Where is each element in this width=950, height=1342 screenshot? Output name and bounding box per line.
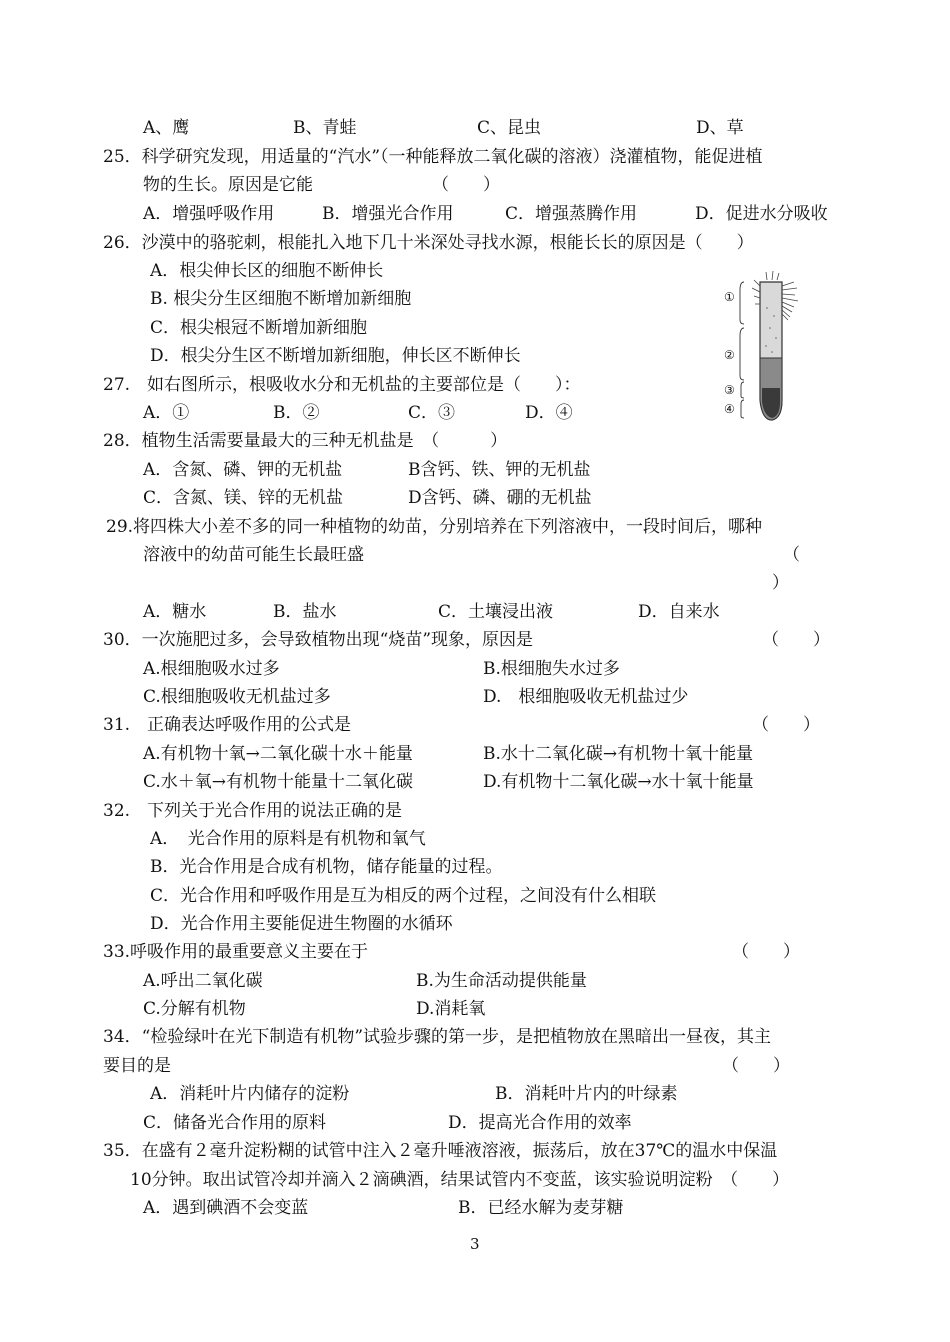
q33-stem: 33.呼吸作用的最重要意义主要在于 xyxy=(103,942,369,962)
q31-option-a: A.有机物十氧→二氧化碳十水＋能量 xyxy=(143,744,413,764)
q25-answer-paren: （ ） xyxy=(432,175,500,195)
figure-marker-2: ② xyxy=(724,348,735,362)
q30-answer-paren: （ ） xyxy=(762,630,830,650)
q34-stem-line2: 要目的是 xyxy=(103,1056,171,1076)
q24-option-b: B、青蛙 xyxy=(293,118,357,138)
root-tip-figure xyxy=(722,268,802,428)
q32-option-d: D．光合作用主要能促进生物圈的水循环 xyxy=(150,914,453,934)
q30-option-b: B.根细胞失水过多 xyxy=(483,659,620,679)
q26-option-d: D．根尖分生区不断增加新细胞，伸长区不断伸长 xyxy=(150,346,521,366)
q29-stem-line1: 29.将四株大小差不多的同一种植物的幼苗，分别培养在下列溶液中，一段时间后，哪种 xyxy=(106,517,763,537)
q25-stem-line2: 物的生长。原因是它能 xyxy=(143,175,313,195)
q33-answer-paren: （ ） xyxy=(732,942,800,962)
q31-answer-paren: （ ） xyxy=(752,715,820,735)
q35-stem-line1: 35．在盛有２毫升淀粉糊的试管中注入２毫升唾液溶液，振荡后，放在37℃的温水中保温 xyxy=(103,1141,778,1161)
q31-stem: 31. 正确表达呼吸作用的公式是 xyxy=(103,715,352,735)
q30-option-c: C.根细胞吸收无机盐过多 xyxy=(143,687,331,707)
q26-stem: 26．沙漠中的骆驼刺，根能扎入地下几十米深处寻找水源，根能长长的原因是（ ） xyxy=(103,233,754,253)
figure-marker-4: ④ xyxy=(724,402,735,416)
q27-option-a: A．① xyxy=(143,403,190,423)
q29-paren-close: ） xyxy=(772,573,789,593)
q32-option-b: B．光合作用是合成有机物，储存能量的过程。 xyxy=(150,857,503,877)
q32-option-c: C．光合作用和呼吸作用是互为相反的两个过程，之间没有什么相联 xyxy=(150,886,657,906)
q35-option-b: B．已经水解为麦芽糖 xyxy=(458,1198,624,1218)
q26-option-c: C．根尖根冠不断增加新细胞 xyxy=(150,318,368,338)
q27-option-b: B．② xyxy=(273,403,320,423)
q28-option-d: D含钙、磷、硼的无机盐 xyxy=(408,488,592,508)
q31-option-b: B.水十二氧化碳→有机物十氧十能量 xyxy=(483,744,754,764)
q28-option-a: A．含氮、磷、钾的无机盐 xyxy=(143,460,343,480)
q29-stem-line2: 溶液中的幼苗可能生长最旺盛 xyxy=(143,545,364,565)
q30-option-d: D. 根细胞吸收无机盐过少 xyxy=(483,687,689,707)
q31-option-c: C.水＋氧→有机物十能量十二氧化碳 xyxy=(143,772,414,792)
q24-option-a: A、鹰 xyxy=(143,118,190,138)
q31-option-d: D.有机物十二氧化碳→水十氧十能量 xyxy=(483,772,754,792)
q28-option-c: C．含氮、镁、锌的无机盐 xyxy=(143,488,344,508)
q29-option-d: D．自来水 xyxy=(638,602,720,622)
q27-stem: 27. 如右图所示，根吸收水分和无机盐的主要部位是（ ）： xyxy=(103,375,581,395)
q34-stem-line1: 34．“检验绿叶在光下制造有机物”试验步骤的第一步，是把植物放在黑暗出一昼夜，其主 xyxy=(103,1027,772,1047)
q29-paren-open: （ xyxy=(783,545,800,565)
q35-option-a: A．遇到碘酒不会变蓝 xyxy=(143,1198,309,1218)
q29-option-c: C．土壤浸出液 xyxy=(438,602,554,622)
q34-option-c: C．储备光合作用的原料 xyxy=(143,1113,327,1133)
q33-option-b: B.为生命活动提供能量 xyxy=(416,971,587,991)
q25-option-d: D．促进水分吸收 xyxy=(695,204,828,224)
q26-option-a: A．根尖伸长区的细胞不断伸长 xyxy=(150,261,384,281)
q30-stem: 30．一次施肥过多，会导致植物出现“烧苗”现象，原因是 xyxy=(103,630,534,650)
q30-option-a: A.根细胞吸水过多 xyxy=(143,659,280,679)
page-number: 3 xyxy=(470,1235,480,1253)
q33-option-c: C.分解有机物 xyxy=(143,999,246,1019)
q26-option-b: B. 根尖分生区细胞不断增加新细胞 xyxy=(150,289,412,309)
q32-stem: 32. 下列关于光合作用的说法正确的是 xyxy=(103,801,403,821)
q33-option-d: D.消耗氧 xyxy=(416,999,486,1019)
q28-stem: 28．植物生活需要量最大的三种无机盐是 （ ） xyxy=(103,431,508,451)
q24-option-d: D、草 xyxy=(696,118,744,138)
q35-stem-line2: 10分钟。取出试管冷却并滴入２滴碘酒，结果试管内不变蓝，该实验说明淀粉 （ ） xyxy=(130,1170,790,1190)
q25-option-c: C．增强蒸腾作用 xyxy=(505,204,638,224)
q24-option-c: C、昆虫 xyxy=(477,118,542,138)
q34-option-d: D．提高光合作用的效率 xyxy=(448,1113,632,1133)
q33-option-a: A.呼出二氧化碳 xyxy=(143,971,263,991)
q27-option-c: C．③ xyxy=(408,403,456,423)
q25-option-a: A．增强呼吸作用 xyxy=(143,204,275,224)
figure-marker-3: ③ xyxy=(724,383,735,397)
q34-answer-paren: （ ） xyxy=(722,1056,790,1076)
q25-option-b: B．增强光合作用 xyxy=(322,204,454,224)
q29-option-b: B．盐水 xyxy=(273,602,337,622)
q28-option-b: B含钙、铁、钾的无机盐 xyxy=(408,460,591,480)
q25-stem-line1: 25．科学研究发现，用适量的“汽水”（一种能释放二氧化碳的溶液）浇灌植物，能促进植 xyxy=(103,147,763,167)
q32-option-a: A． 光合作用的原料是有机物和氧气 xyxy=(150,829,426,849)
q29-option-a: A．糖水 xyxy=(143,602,207,622)
q27-option-d: D．④ xyxy=(525,403,573,423)
q34-option-a: A．消耗叶片内储存的淀粉 xyxy=(150,1084,350,1104)
q34-option-b: B．消耗叶片内的叶绿素 xyxy=(495,1084,678,1104)
figure-marker-1: ① xyxy=(724,290,735,304)
